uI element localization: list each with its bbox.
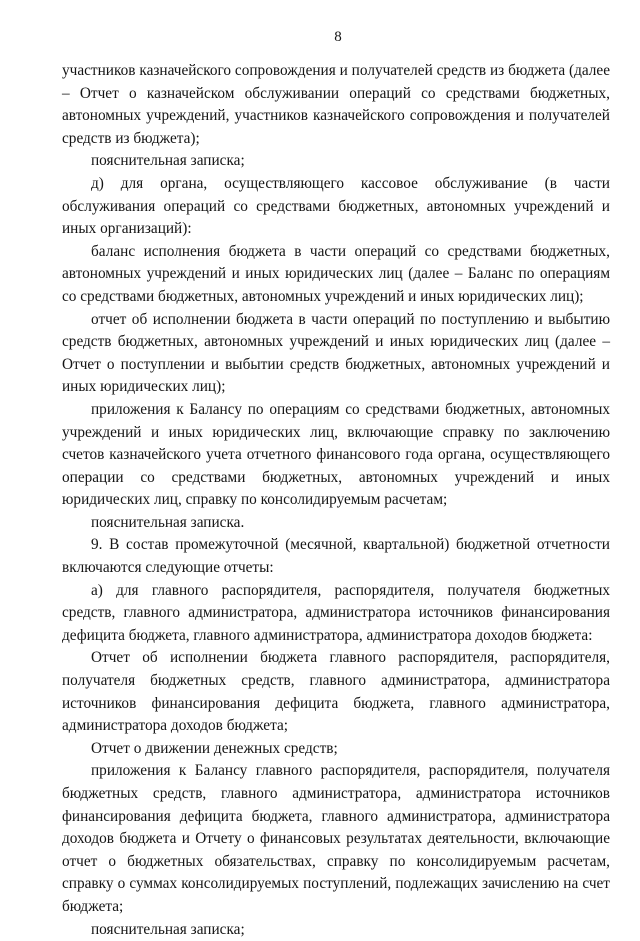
document-body [62, 60, 610, 941]
paragraph-continuation: участников казначейского сопровождения и получателей средств из бюджета (далее – Отчет о казначейском обслуживании операций со средствами бюджетных, автономных учреждений, участников казначейского сопровождения и получателей средств из бюджета); [62, 62, 610, 147]
paragraph: баланс исполнения бюджета в части операций со средствами бюджетных, автономных учреждений и иных юридических лиц (далее – Баланс по операциям со средствами бюджетных, автономных учреждений и иных юридических лиц); [62, 242, 610, 305]
paragraph: д) для органа, осуществляющего кассовое обслуживание (в части обслуживания операций со средствами бюджетных, автономных учреждений и иных организаций): [62, 174, 610, 238]
paragraph: приложения к Балансу по операциям со средствами бюджетных, автономных учреждений и иных юридических лиц, включающие справку по заключению счетов казначейского учета отчетного финансового года органа, осуществляющего операции со средствами бюджетных, автономных учреждений и иных юридических лиц, справку по консолидируемым расчетам; [62, 400, 610, 509]
paragraph: пояснительная записка. [91, 513, 245, 531]
paragraph: 9. В состав промежуточной (месячной, квартальной) бюджетной отчетности включаются следующие отчеты: [62, 536, 610, 577]
paragraph: Отчет об исполнении бюджета главного распорядителя, распорядителя, получателя бюджетных средств, главного администратора, администратора источников финансирования дефицита бюджета, главного администратора, администратора доходов бюджета; [62, 649, 610, 735]
paragraph: Отчет о движении денежных средств; [91, 739, 338, 757]
paragraph: пояснительная записка; [91, 152, 245, 170]
paragraph: приложения к Балансу главного распорядителя, распорядителя, получателя бюджетных средств, главного администратора, администратора источников финансирования дефицита бюджета, главного администратора, администратора доходов бюджета и Отчету о финансовых результатах деятельности, включающие отчет о бюджетных обязательствах, справку по консолидируемым расчетам, справку о суммах консолидируемых поступлений, подлежащих зачислению на счет бюджета; [62, 762, 610, 915]
paragraph: отчет об исполнении бюджета в части операций по поступлению и выбытию средств бюджетных, автономных учреждений и иных юридических лиц (далее – Отчет о поступлении и выбытии средств бюджетных, автономных учреждений и иных юридических лиц); [62, 310, 610, 396]
page-number: 8 [334, 29, 342, 45]
paragraph: пояснительная записка; [91, 920, 245, 938]
paragraph: а) для главного распорядителя, распорядителя, получателя бюджетных средств, главного администратора, администратора источников финансирования дефицита бюджета, главного администратора, администратора доходов бюджета: [62, 581, 610, 644]
